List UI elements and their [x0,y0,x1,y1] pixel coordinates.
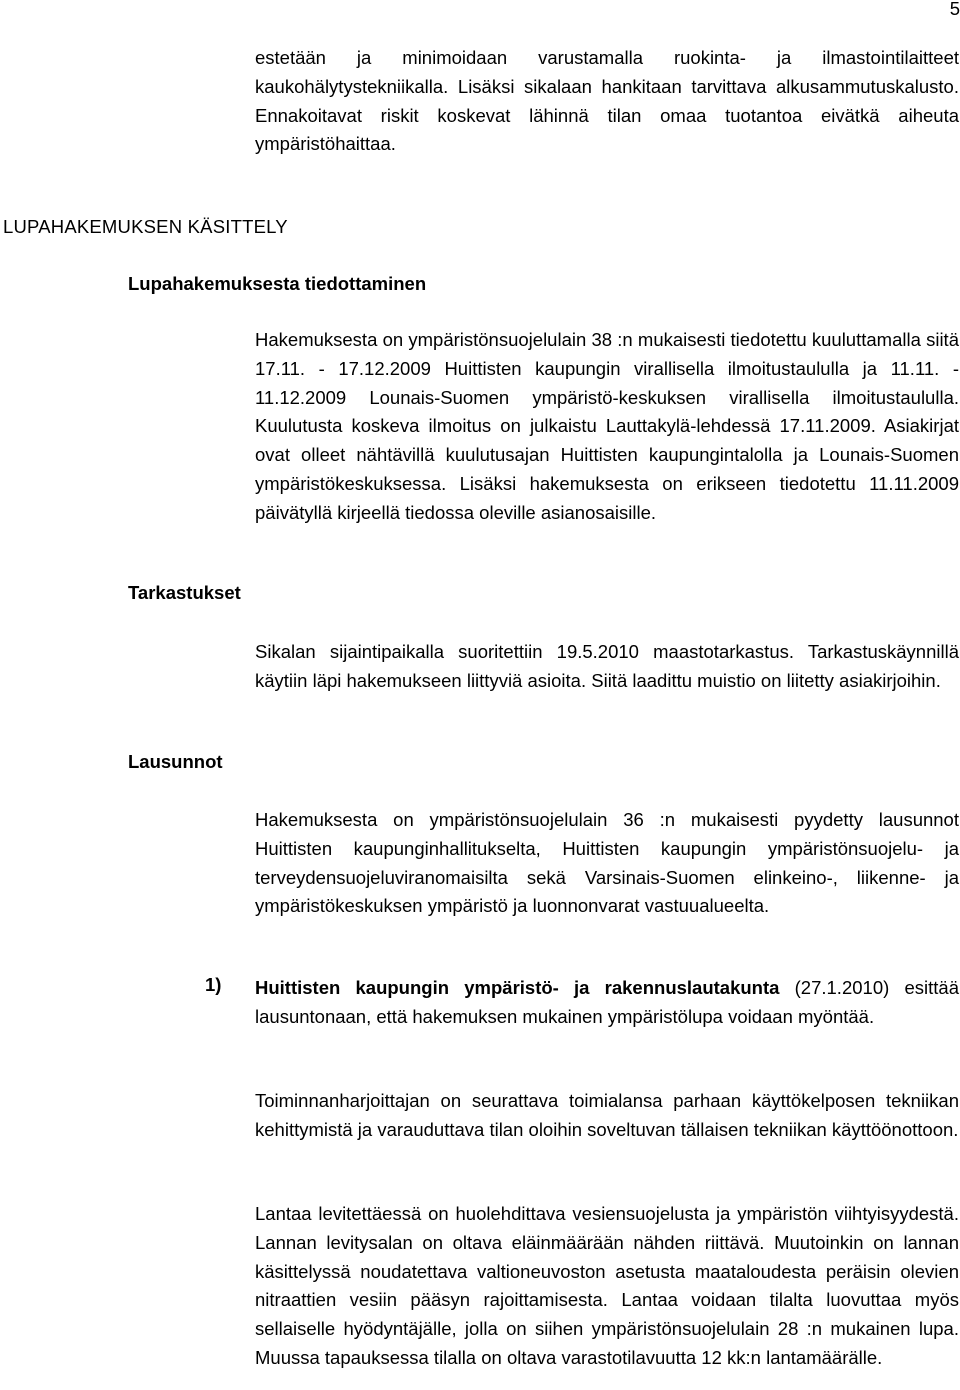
subheading-statements: Lausunnot [128,751,223,772]
subheading-inspections: Tarkastukset [128,582,241,603]
inspections-paragraph: Sikalan sijaintipaikalla suoritettiin 19.5.2010 maastotarkastus. Tarkastuskäynnillä käytiin läpi hakemukseen liittyviä asioita. Siitä laadittu muistio on liitetty asiakirjoihin. [255,641,959,691]
statement-item-paragraph [255,974,959,1032]
list-number: 1) [205,974,222,995]
statement-item-text: esittää lausuntonaan, että hakemuksen mukainen ympäristölupa voidaan myöntää. [255,977,959,1027]
announcement-paragraph: Hakemuksesta on ympäristönsuojelulain 38 :n mukaisesti tiedotettu kuuluttamalla siitä 17.11. - 17.12.2009 Huittisten kaupungin virallisella ilmoitustaululla ja 11.11. - 11.12.2009 Lounais-Suomen ympäristö-keskuksen virallisella ilmoitustaululla. Kuulutusta koskeva ilmoitus on julkaistu Lauttakylä-lehdessä 17.11.2009. Asiakirjat ovat olleet nähtävillä kuulutusajan Huittisten kaupungintalolla ja Lounais-Suomen ympäristökeskuksessa. Lisäksi hakemuksesta on erikseen tiedotettu 11.11.2009 päivätyllä kirjeellä tiedossa oleville asianosaisille. [255,329,959,523]
statement-item-date: (27.1.2010) [779,977,890,998]
statement-paragraph-3: Lantaa levitettäessä on huolehdittava vesiensuojelusta ja ympäristön viihtyisyydestä. Lannan levitysalan on oltava eläinmäärään nähden riittävä. Muutoinkin on lannan käsittelyssä noudatettava valtioneuvoston asetusta maataloudesta peräisin olevien nitraattien vesiin pääsyn rajoittamisesta. Lantaa voidaan tilalta luovuttaa myös sellaiselle hyödyntäjälle, jolla on siihen ympäristönsuojelulain 28 :n mukainen lupa. Muussa tapauksessa tilalla on oltava varastotilavuutta 12 kk:n lantamäärälle. [255,1203,959,1368]
page-number: 5 [949,0,960,19]
subheading-announcement: Lupahakemuksesta tiedottaminen [128,273,427,294]
statements-paragraph: Hakemuksesta on ympäristönsuojelulain 36 :n mukaisesti pyydetty lausunnot Huittisten kaupunginhallitukselta, Huittisten kaupungin ympäristönsuojelu- ja terveydensuojeluviranomaisilta sekä Varsinais-Suomen elinkeino-, liikenne- ja ympäristökeskuksen ympäristö ja luonnonvarat vastuualueelta. [255,809,959,917]
statement-item-title: Huittisten kaupungin ympäristö- ja rakennuslautakunta [255,977,780,998]
statement-paragraph-2: Toiminnanharjoittajan on seurattava toimialansa parhaan käyttökelposen tekniikan kehittymistä ja varauduttava tilan oloihin soveltuvan tällaisen tekniikan käyttöönottoon. [255,1090,959,1140]
intro-paragraph: estetään ja minimoidaan varustamalla ruokinta- ja ilmastointilaitteet kaukohälytystekniikalla. Lisäksi sikalaan hankitaan tarvittava alkusammutuskalusto. Ennakoitavat riskit koskevat lähinnä tilan omaa tuotantoa eivätkä aiheuta ympäristöhaittaa. [255,47,959,155]
section-heading: LUPAHAKEMUKSEN KÄSITTELY [3,216,288,237]
